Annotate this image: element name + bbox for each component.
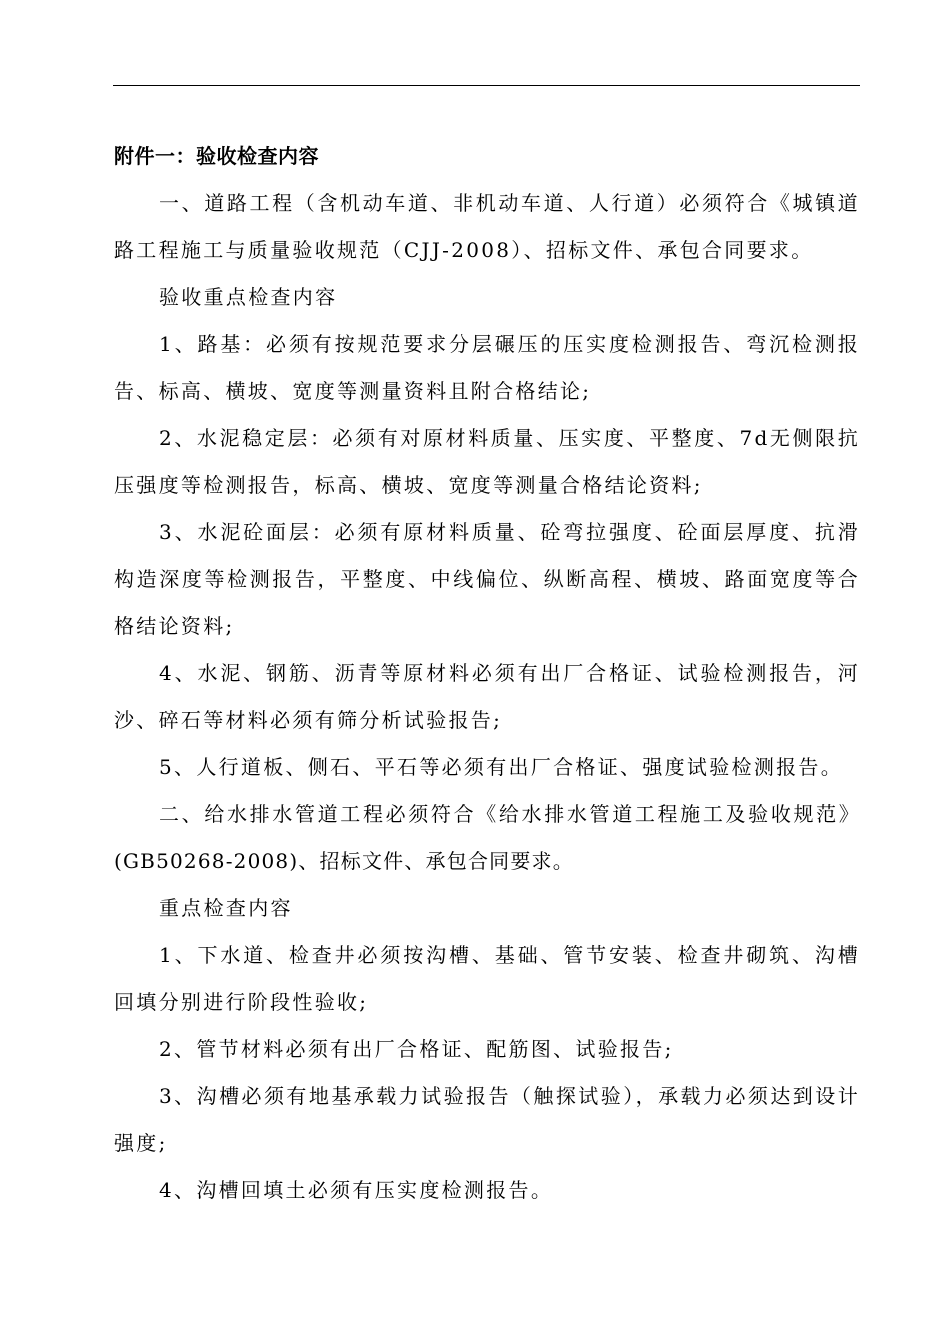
paragraph-road-engineering: 一、道路工程（含机动车道、非机动车道、人行道）必须符合《城镇道路工程施工与质量验收规范（CJJ-2008）、招标文件、承包合同要求。: [114, 191, 860, 262]
paragraph-cement-stabilized-layer: 2、水泥稳定层：必须有对原材料质量、压实度、平整度、7d无侧限抗压强度等检测报告，标高、横坡、宽度等测量合格结论资料;: [114, 426, 860, 497]
paragraph-raw-materials: 4、水泥、钢筋、沥青等原材料必须有出厂合格证、试验检测报告，河沙、碎石等材料必须有筛分析试验报告;: [114, 661, 860, 732]
paragraph-water-drainage: 二、给水排水管道工程必须符合《给水排水管道工程施工及验收规范》(GB50268-2008)、招标文件、承包合同要求。: [114, 802, 860, 873]
paragraph-pipe-materials: 2、管节材料必须有出厂合格证、配筋图、试验报告;: [159, 1037, 674, 1061]
paragraph-trench-bearing: 3、沟槽必须有地基承载力试验报告（触探试验），承载力必须达到设计强度;: [114, 1084, 860, 1155]
paragraph-sidewalk: 5、人行道板、侧石、平石等必须有出厂合格证、强度试验检测报告。: [159, 755, 844, 779]
paragraph-trench-backfill: 4、沟槽回填土必须有压实度检测报告。: [159, 1178, 554, 1202]
document-body: [114, 133, 860, 1214]
paragraph-drainage-key-items-heading: 重点检查内容: [159, 896, 293, 920]
header-rule: [113, 85, 860, 86]
paragraph-roadbed: 1、路基：必须有按规范要求分层碾压的压实度检测报告、弯沉检测报告、标高、横坡、宽度等测量资料且附合格结论;: [114, 332, 860, 403]
paragraph-sewer-inspection: 1、下水道、检查井必须按沟槽、基础、管节安装、检查井砌筑、沟槽回填分别进行阶段性验收;: [114, 943, 860, 1014]
paragraph-road-key-items-heading: 验收重点检查内容: [159, 285, 338, 309]
document-title: 附件一：验收检查内容: [114, 144, 319, 168]
paragraph-cement-concrete-surface: 3、水泥砼面层：必须有原材料质量、砼弯拉强度、砼面层厚度、抗滑构造深度等检测报告，平整度、中线偏位、纵断高程、横坡、路面宽度等合格结论资料;: [114, 520, 860, 638]
